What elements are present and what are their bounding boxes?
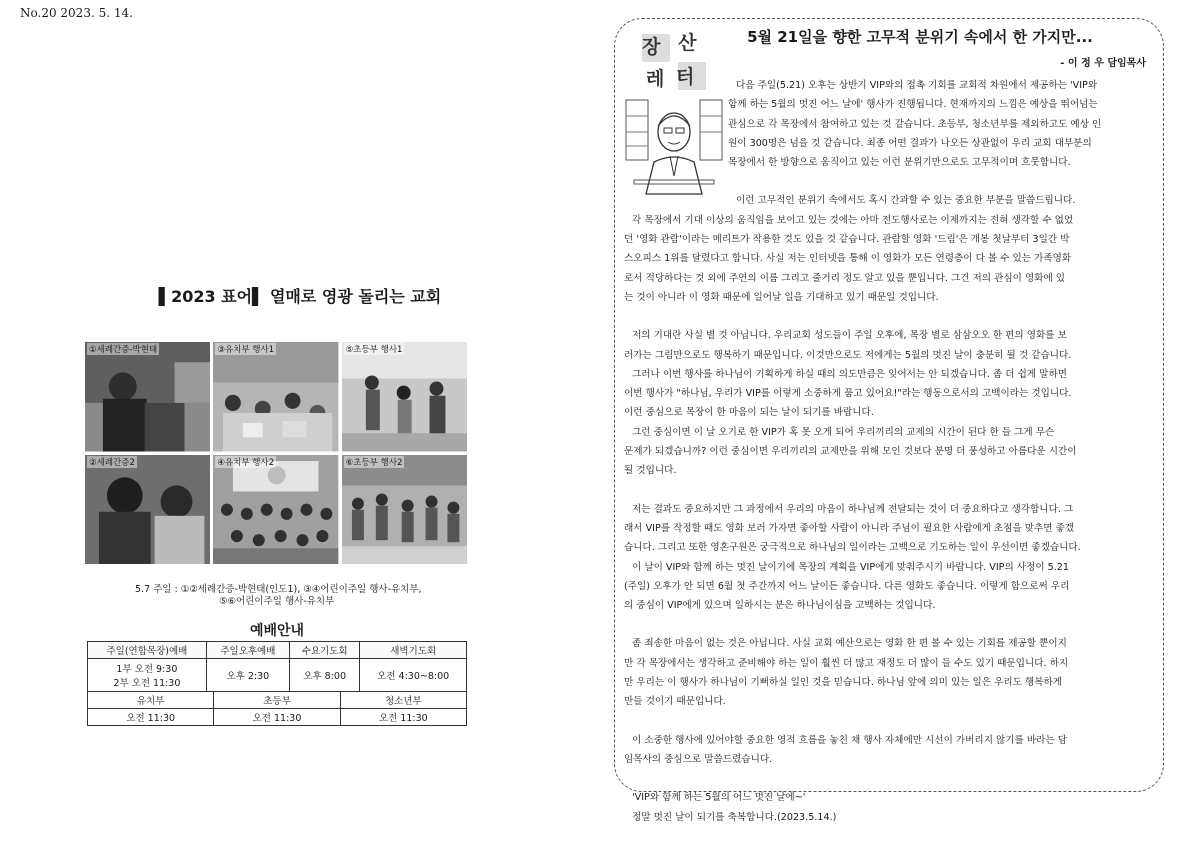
letter-line: 로서 적당하다는 것 외에 주연의 이름 그리고 줄거리 정도 알고 있을 뿐입니다. 그건 저의 관심이 영화에 있 (624, 272, 1066, 284)
letter-line: 다음 주일(5.21) 오후는 상반기 VIP와의 접촉 기회를 교회적 차원에서 제공하는 'VIP와 (736, 80, 1098, 91)
worship-header: 주일(연합목장)예배 (88, 642, 207, 659)
photo-elementary-2 (342, 455, 467, 565)
letter-line: 이번 행사가 "하나님, 우리가 VIP를 이렇게 소중하게 품고 있어요!"라는 행동으로서의 고백이라는 것입니다. (624, 388, 1072, 400)
letter-line: 이 날이 VIP와 함께 하는 멋진 날이기에 목장의 계획을 VIP에게 맞춰주시기 바랍니다. VIP의 사정이 5.21 (632, 561, 1070, 573)
photo-caption-block (135, 584, 455, 608)
worship-table (87, 641, 467, 692)
worship-header: 새벽기도회 (360, 642, 467, 659)
photo-caption: ②세례간증2 (89, 457, 135, 468)
letter-line: 함께 하는 5월의 멋진 어느 날에' 행사가 진행됩니다. 현재까지의 느낌은 예상을 뛰어넘는 (728, 99, 1098, 111)
worship-header: 수요기도회 (289, 642, 359, 659)
letter-line: 'VIP와 함께 하는 5월의 어느 멋진 날에~' (632, 792, 806, 804)
photo-baptism-2 (85, 455, 210, 565)
badge-char: 산 (678, 32, 697, 54)
worship-time (88, 659, 207, 692)
letter-line: 스오피스 1위를 달렸다고 합니다. 사실 저는 인터넷을 통해 이 영화가 모든 연령층이 다 볼 수 있는 가족영화 (624, 253, 1072, 265)
dept-header: 청소년부 (340, 692, 466, 709)
letter-line: 문제가 되겠습니까? 이런 중심이면 우리끼리의 교제만을 위해 모인 것보다 분명 더 풍성하고 아름다운 시간이 (624, 446, 1077, 458)
photo-caption: ④유치부 행사2 (217, 457, 275, 468)
badge-char: 레 (646, 68, 665, 90)
letter-author: - 이 정 우 담임목사 (1060, 58, 1146, 69)
photo-kindergarten-2 (213, 455, 338, 565)
letter-line: 습니다. 그리고 또한 영혼구원은 궁극적으로 하나님의 일이라는 고백으로 기도하는 일이 우선이면 좋겠습니다. (624, 542, 1081, 554)
letter-line: 의 중심이 VIP에게 있으며 일하시는 분은 하나님이심을 고백하는 것입니다. (624, 600, 936, 612)
dept-header: 초등부 (214, 692, 340, 709)
letter-line: 만 각 목장에서는 생각하고 준비해야 하는 일이 훨씬 더 많고 재정도 더 많이 들 수도 있기 때문입니다. 하지 (624, 657, 1069, 669)
worship-header: 주일오후예배 (206, 642, 289, 659)
letter-line: 이런 중심으로 목장이 한 마음이 되는 날이 되기를 바랍니다. (624, 407, 874, 419)
photo-caption-line: 5.7 주일 : ①②세례간증-박현태(인도1), ③④어린이주일 행사-유치부, (135, 584, 422, 595)
letter-line: 각 목장에서 기대 이상의 움직임을 보이고 있는 것에는 아마 전도행사로는 이제까지는 전혀 생각할 수 없었 (632, 214, 1074, 226)
letter-line: 저는 결과도 중요하지만 그 과정에서 우리의 마음이 하나님께 전달되는 것이 더 중요하다고 생각합니다. 그 (632, 503, 1074, 515)
dept-time: 오전 11:30 (88, 709, 214, 726)
issue-number: No.20 2023. 5. 14. (20, 6, 133, 20)
letter-line: 정말 멋진 날이 되기를 축복합니다.(2023.5.14.) (632, 811, 837, 823)
letter-line: 원이 300명은 넘을 것 같습니다. 최종 어떤 결과가 나오든 상관없이 우리 교회 대부분의 (728, 137, 1092, 149)
photo-caption: ③유치부 행사1 (217, 345, 275, 355)
letter-line: 러가는 그림만으로도 행복하기 때문입니다. 이것만으로도 저에게는 5월의 멋진 날이 충분히 될 것 같습니다. (624, 349, 1072, 361)
worship-time-line: 1부 오전 9:30 (116, 664, 178, 675)
letter-line: 될 것입니다. (624, 465, 677, 477)
photo-caption: ⑤초등부 행사1 (345, 345, 403, 355)
worship-title: 예배안내 (249, 623, 305, 639)
letter-line: 래서 VIP를 작정할 때도 영화 보러 가자면 좋아할 사람이 아니라 주님이 필요한 사람에게 초점을 맞추면 좋겠 (624, 522, 1075, 534)
worship-schedule (87, 620, 467, 726)
letter-line: 저의 기대란 사실 별 것 아닙니다. 우리교회 성도들이 주일 오후에, 목장 별로 삼삼오오 한 편의 영화를 보 (632, 330, 1067, 342)
worship-time: 오전 4:30~8:00 (360, 659, 467, 692)
photo-kindergarten-1 (213, 342, 338, 452)
dept-time: 오전 11:30 (340, 709, 466, 726)
letter-line: 그러나 이번 행사를 하나님이 기획하게 하실 때의 의도만큼은 잊어서는 안 되겠습니다. 좀 더 쉽게 말하면 (632, 368, 1067, 380)
photo-caption: ⑥초등부 행사2 (345, 457, 403, 468)
letter-line: 관심으로 각 목장에서 참여하고 있는 것 같습니다. 초등부, 청소년부를 제외하고도 예상 인 (728, 118, 1102, 130)
letter-line: 이 소중한 행사에 있어야할 중요한 영적 흐름을 놓친 채 행사 자체에만 시선이 가버리지 않기를 바라는 담 (632, 734, 1067, 746)
letter-line: 좀 죄송한 마음이 없는 것은 아닙니다. 사실 교회 예산으로는 영화 한 편 볼 수 있는 기회를 제공할 뿐이지 (632, 638, 1067, 650)
photo-baptism-1 (85, 342, 210, 452)
letter-line: (주일) 오후가 안 되면 6월 첫 주간까지 어느 날이든 좋습니다. 다른 영화도 좋습니다. 이렇게 함으로써 우리 (624, 580, 1070, 592)
photo-grid (85, 342, 467, 564)
letter-line: 임목사의 중심으로 말씀드렸습니다. (624, 753, 773, 765)
department-table (87, 692, 467, 726)
letter-line: 목장에서 한 방향으로 움직이고 있는 이런 분위기만으로도 고무적이며 흐뭇합니다. (728, 157, 1071, 169)
worship-time: 오후 2:30 (206, 659, 289, 692)
letter-line: 는 것이 아니라 이 영화 때문에 일어날 일을 기대하고 있기 때문일 것입니다. (624, 291, 939, 303)
badge-char: 터 (676, 66, 695, 88)
letter-title: 5월 21일을 향한 고무적 분위기 속에서 한 가지만... (747, 28, 1093, 46)
letter-line: 그런 중심이면 이 날 오기로 한 VIP가 혹 못 오게 되어 우리끼리의 교제의 시간이 된다 한 들 그게 무슨 (632, 426, 1055, 438)
letter-line: 던 '영화 관람'이라는 메리트가 작용한 것도 있을 것 같습니다. 관람할 영화 '드림'은 개봉 첫날부터 3일간 박 (624, 234, 1070, 246)
motto-title: ▌2023 표어▌ 열매로 영광 돌리는 교회 (158, 287, 442, 306)
photo-caption: ①세례간증-박현태 (89, 345, 158, 355)
photo-caption-line: ⑤⑥어린이주일 행사-유치부 (219, 596, 335, 607)
worship-time-line: 2부 오전 11:30 (113, 678, 181, 689)
badge-char: 장 (642, 36, 661, 58)
letter-line: 이런 고무적인 분위기 속에서도 혹시 간과할 수 있는 중요한 부분을 말씀드립니다. (736, 195, 1076, 207)
letter-line: 만 우리는 이 행사가 하나님이 기뻐하실 일인 것을 믿습니다. 하나님 앞에 의미 있는 일은 우리도 행복하게 (624, 677, 1063, 689)
photo-elementary-1 (342, 342, 467, 452)
letter-line: 만들 것이기 때문입니다. (624, 696, 726, 708)
worship-time: 오후 8:00 (289, 659, 359, 692)
dept-time: 오전 11:30 (214, 709, 340, 726)
letter-body (624, 76, 1154, 827)
dept-header: 유치부 (88, 692, 214, 709)
